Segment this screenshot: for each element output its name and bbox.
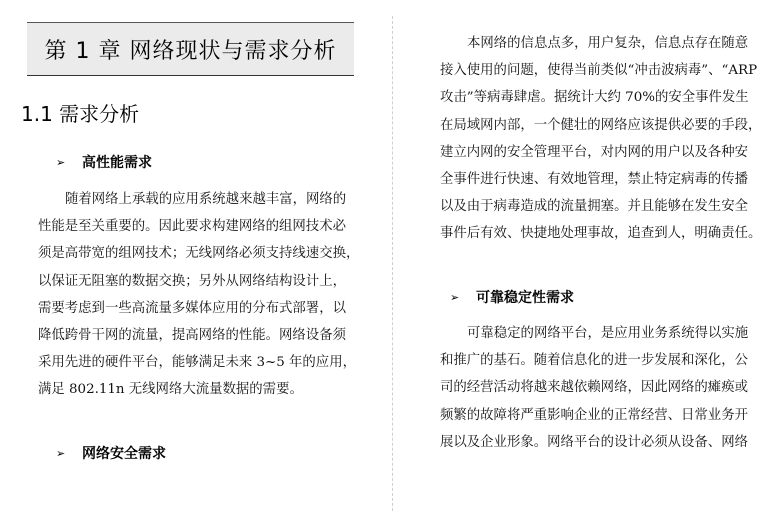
- arrow-bullet-icon: ➢: [56, 155, 66, 169]
- section-title: 1.1 需求分析: [21, 102, 140, 126]
- subheading-security-text: 网络安全需求: [82, 446, 166, 462]
- text-line: 可靠稳定的网络平台，是应用业务系统得以实施: [467, 326, 749, 341]
- text-line: 全事件进行快速、有效地管理，禁止特定病毒的传播: [440, 172, 748, 188]
- left-column: [0, 0, 372, 517]
- chapter-title: 第 1 章 网络现状与需求分析: [44, 38, 337, 64]
- subheading-security: [56, 443, 166, 463]
- paragraph-performance: [38, 186, 359, 404]
- arrow-bullet-icon: ➢: [450, 290, 460, 304]
- subheading-performance: [56, 152, 152, 172]
- text-line: 降低跨骨干网的流量，提高网络的性能。网络设备须: [38, 328, 346, 344]
- text-line: 采用先进的硬件平台，能够满足未来 3~5 年的应用，: [38, 355, 356, 371]
- text-line: 在局域网内部，一个健壮的网络应该提供必要的手段，: [440, 117, 762, 133]
- arrow-bullet-icon: ➢: [56, 446, 66, 460]
- chapter-heading-box: [27, 22, 354, 76]
- text-line: 随着网络上承载的应用系统越来越丰富，网络的: [65, 192, 347, 207]
- text-line: 本网络的信息点多，用户复杂，信息点存在随意: [467, 36, 749, 51]
- text-line: 满足 802.11n 无线网络大流量数据的需要。: [38, 382, 303, 398]
- paragraph-reliability: [440, 320, 748, 456]
- subheading-performance-text: 高性能需求: [82, 155, 152, 171]
- text-line: 接入使用的问题，使得当前类似“冲击波病毒”、“ARP: [440, 63, 758, 79]
- text-line: 性能是至关重要的。因此要求构建网络的组网技术必: [38, 219, 346, 235]
- subheading-reliability: [450, 287, 574, 307]
- text-line: 建立内网的安全管理平台，对内网的用户以及各种安: [440, 144, 748, 160]
- text-line: 展以及企业形象。网络平台的设计必须从设备、网络: [440, 434, 748, 450]
- text-line: 需要考虑到一些高流量多媒体应用的分布式部署，以: [38, 300, 346, 316]
- text-line: 须是高带宽的组网技术；无线网络必须支持线速交换，: [38, 246, 360, 262]
- text-line: 攻击”等病毒肆虐。据统计大约 70%的安全事件发生: [440, 90, 749, 106]
- text-line: 事件后有效、快捷地处理事故，追查到人，明确责任。: [440, 226, 762, 242]
- right-column: [420, 0, 780, 517]
- text-line: 频繁的故障将严重影响企业的正常经营、日常业务开: [440, 407, 748, 423]
- text-line: 司的经营活动将越来越依赖网络，因此网络的瘫痪或: [440, 380, 748, 396]
- text-line: 以保证无阻塞的数据交换；另外从网络结构设计上，: [38, 273, 346, 289]
- text-line: 以及由于病毒造成的流量拥塞。并且能够在发生安全: [440, 199, 748, 215]
- text-line: 和推广的基石。随着信息化的进一步发展和深化，公: [440, 353, 748, 369]
- subheading-reliability-text: 可靠稳定性需求: [476, 290, 574, 306]
- paragraph-security: [440, 30, 761, 248]
- column-divider: [392, 16, 393, 511]
